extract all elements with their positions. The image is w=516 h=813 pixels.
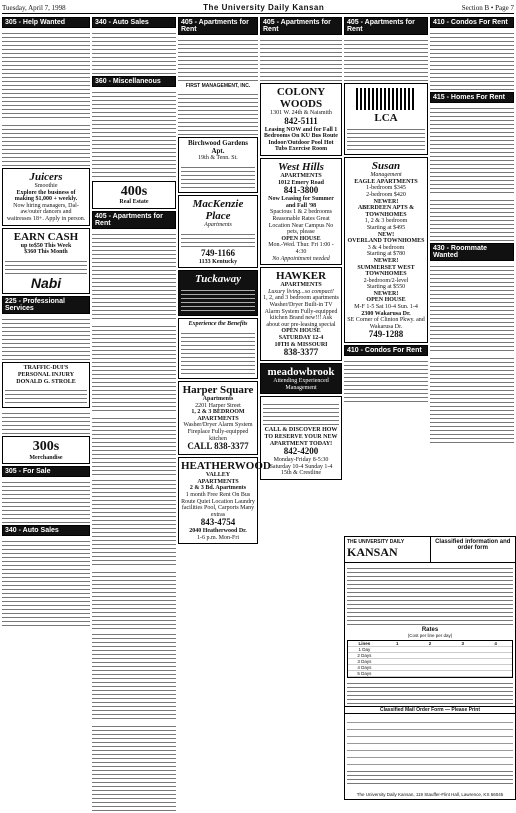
section-header-condos: 410 - Condos For Rent	[430, 17, 514, 28]
classified-text-block	[2, 479, 90, 523]
column-1	[2, 16, 90, 798]
westhills-phone: 841-3800	[283, 185, 319, 196]
summerset-title: SUMMERSET WEST TOWNHOMES	[357, 264, 415, 278]
classified-text-block	[430, 105, 514, 195]
heatherwood-apts: APARTMENTS	[197, 478, 239, 485]
classified-text-block	[2, 122, 90, 166]
col-1: 1	[395, 641, 399, 646]
section-header-homes: 415 - Homes For Rent	[430, 92, 514, 103]
classified-text-block	[92, 323, 176, 413]
attorney-details	[5, 387, 87, 403]
harper-rooms: 1, 2 & 3 BEDROOM	[191, 409, 245, 416]
section-header-auto-sales: 340 - Auto Sales	[2, 525, 90, 536]
section-header-miscellaneous: 360 - Miscellaneous	[92, 76, 176, 87]
classified-text-block	[92, 477, 176, 567]
masthead	[2, 2, 514, 14]
heatherwood-title: HEATHERWOOD	[181, 460, 271, 473]
lca-logo-text: LCA	[374, 112, 398, 124]
col-4: 4	[494, 641, 497, 646]
classified-text-block	[430, 263, 514, 353]
eagle-sub: Management	[370, 172, 402, 179]
lca-details	[347, 126, 425, 150]
classified-text-block	[92, 415, 176, 475]
earn-details	[5, 258, 87, 274]
section-header-roommate: 430 - Roommate Wanted	[430, 243, 514, 261]
harper-square-ad	[178, 381, 258, 455]
column-3	[178, 16, 271, 798]
info-title: Classified information and order form	[435, 539, 511, 551]
tuckaway-title: Tuckaway	[194, 273, 242, 286]
issue-date: Tuesday, April 7, 1998	[2, 3, 66, 12]
westhills-sub: APARTMENTS	[280, 173, 322, 180]
rates-row	[348, 671, 512, 677]
aberdeen-title: ABERDEEN APTS & TOWNHOMES	[357, 205, 415, 218]
birchwood-details	[181, 164, 255, 188]
colony-phone: 842-5111	[284, 115, 318, 126]
mackenzie-sub: Apartments	[204, 222, 232, 229]
heatherwood-rooms: 2 & 3 Bd. Apartments	[189, 485, 247, 492]
juicers-line: Explore the business of	[16, 189, 76, 196]
aberdeen-rooms: 1, 2 & 3 bedroom	[364, 218, 408, 225]
earn-title: EARN CASH	[13, 230, 79, 243]
row-label: 5 Days	[357, 671, 372, 676]
paper-title: THE UNIVERSITY DAILY	[347, 539, 405, 545]
classified-text-block	[430, 197, 514, 241]
paper-logo	[345, 537, 431, 562]
juicers-line: aw/outer dancers and	[20, 209, 72, 216]
injury-label: PERSONAL INJURY	[17, 371, 75, 378]
meadowbrook-address: 15th & Crestline	[281, 470, 321, 477]
overland-new: NEWER!	[373, 257, 399, 264]
classified-text-block	[92, 231, 176, 321]
harper-apts: APARTMENTS	[197, 415, 239, 422]
hawker-features: Washer/Dryer Built-in TV Alarm System Fully-equipped kitchen Brand new!!! Ask about our pre-leasing special	[264, 302, 338, 328]
heatherwood-hours: 1-6 p.m. Mon-Fri	[197, 534, 239, 541]
hawker-phone: 838-3377	[283, 347, 319, 358]
harper-sub: Apartments	[202, 396, 234, 403]
classified-info-box	[344, 536, 516, 800]
heatherwood-phone: 843-4754	[200, 517, 236, 528]
westhills-appt: No Appointment needed	[272, 255, 330, 262]
classified-text-block	[178, 37, 258, 81]
classified-text-block	[92, 723, 176, 813]
info-box-header	[345, 537, 515, 563]
harper-features: Washer/Dryer Alarm System Fireplace Fully-equipped kitchen	[183, 422, 253, 442]
hawker-day: SATURDAY 12-4	[278, 335, 324, 341]
overland-title: OVERLAND TOWNHOMES	[347, 238, 425, 245]
experience-details	[181, 330, 255, 374]
meadowbrook-hours: Monday-Friday 8-5:30 Saturday 10-4 Sunday 1-4	[269, 457, 333, 470]
summerset-new: NEWER!	[373, 290, 399, 297]
lca-ad	[344, 83, 428, 155]
overland-rooms: 3 & 4 bedroom	[367, 244, 405, 251]
juicers-line: Now hiring managers, Dal-	[13, 202, 79, 209]
nabi-logo: Nabi	[30, 274, 62, 291]
row-label: 3 Days	[357, 659, 372, 664]
section-header-apartments: 405 - Apartments for Rent	[260, 17, 342, 35]
publication-name: The University Daily Kansan	[203, 3, 325, 12]
merchandise-label: Merchandise	[29, 454, 63, 461]
heatherwood-sub: VALLEY	[205, 472, 231, 479]
real-estate-banner	[92, 181, 176, 209]
tuckaway-ad	[178, 270, 258, 316]
col-2: 2	[428, 641, 432, 646]
birchwood-ad	[178, 137, 258, 193]
eagle-heading: EAGLE APARTMENTS	[354, 178, 418, 185]
west-hills-ad	[260, 158, 342, 265]
hawker-address: 10TH & MISSOURI	[274, 341, 328, 348]
open-house-label: OPEN HOUSE	[366, 297, 406, 304]
eagle-title: Susan	[371, 160, 401, 173]
classified-text-block	[344, 358, 428, 402]
section-header-apartments: 405 - Apartments for Rent	[178, 17, 258, 35]
harper-address: 2201 Harper Street	[195, 402, 241, 409]
westhills-open: OPEN HOUSE	[281, 235, 321, 242]
birchwood-title: Birchwood Gardens Apt.	[188, 139, 248, 155]
earn-cash-ad	[2, 228, 90, 295]
heatherwood-ad	[178, 457, 271, 544]
traffic-label: TRAFFIC-DUI'S	[23, 365, 69, 372]
meadowbrook-ad	[260, 363, 342, 394]
classified-text-block	[92, 30, 176, 74]
payment-info	[347, 768, 513, 784]
classification-list	[347, 680, 513, 704]
heatherwood-features: 1 month Free Rent On Bus Route Quiet Location Laundry facilities Pool, Carports Many extras	[181, 491, 255, 518]
classified-text-block	[2, 538, 90, 628]
heatherwood-address: 2040 Heatherwood Dr.	[189, 528, 247, 535]
colony-title: COLONY	[276, 86, 326, 98]
real-estate-label: Real Estate	[119, 199, 149, 206]
eagle-management-ad	[344, 157, 428, 343]
meadowbrook-call: CALL & DISCOVER HOW TO RESERVE YOUR NEW APARTMENT TODAY!	[264, 427, 338, 447]
eagle-new: NEWER!	[373, 198, 399, 205]
birchwood-address: 19th & Tenn. St.	[198, 155, 238, 162]
classified-text-block	[344, 37, 428, 81]
hawker-sub: APARTMENTS	[280, 282, 322, 289]
classified-text-block	[2, 316, 90, 360]
hawker-ad	[260, 267, 342, 361]
rates-table	[347, 640, 513, 678]
management-phone: 749-1288	[368, 329, 404, 340]
section-header-auto-sales: 340 - Auto Sales	[92, 17, 176, 28]
lawyer-name: DONALD G. STROLE	[16, 378, 76, 385]
colony-woods-ad	[260, 83, 342, 156]
hawker-tagline: Luxury living...so compact!	[268, 288, 334, 295]
juicers-line: waitresses 18+. Apply in person.	[6, 216, 86, 223]
section-header-help-wanted: 305 - Help Wanted	[2, 17, 90, 28]
meadowbrook-sub: Attending Experienced Management	[273, 378, 329, 391]
section-header-apartments: 405 - Apartments for Rent	[92, 211, 176, 229]
westhills-hours: Mon.-Wed. Thur. Fri 1:00 - 4:30	[268, 242, 334, 255]
westhills-title: West Hills	[278, 161, 324, 174]
section-header-professional-services: 225 - Professional Services	[2, 296, 90, 314]
harper-title: Harper Square	[182, 383, 254, 396]
classified-text-block	[260, 37, 342, 81]
earn-month: $360 This Month	[24, 249, 68, 256]
experience-ad	[178, 318, 258, 379]
classified-text-block	[92, 89, 176, 179]
section-page: Section B • Page 7	[461, 3, 514, 12]
westhills-leasing: Now Leasing for Summer and Fall '98	[268, 196, 334, 209]
col-3: 3	[461, 641, 465, 646]
hawker-title: HAWKER	[275, 270, 327, 283]
aberdeen-new: NEW!	[377, 231, 395, 238]
juicers-tag: Smoothie	[34, 183, 58, 190]
first-management: FIRST MANAGEMENT, INC.	[185, 83, 251, 89]
westhills-address: 1012 Emery Road	[278, 179, 324, 186]
hawker-rooms: 1, 2, and 3 bedroom apartments	[263, 295, 339, 302]
col-lines: Lines	[358, 641, 371, 646]
address-line: 2300 Wakarusa Dr.	[361, 310, 411, 317]
mackenzie-phone: 749-1166	[200, 247, 235, 258]
experience-title: Experience the Benefits	[188, 321, 248, 328]
info-footer: The University Daily Kansan, 119 Stauffer-Flint Hall, Lawrence, KS 66045	[356, 792, 504, 797]
hawker-open: OPEN HOUSE	[281, 328, 321, 335]
classified-text-block	[430, 30, 514, 90]
juicers-logo-text: Juicers	[29, 171, 63, 183]
column-6	[430, 16, 514, 534]
eagle-rooms-1: 1-bedroom $345	[366, 185, 406, 192]
overland-price: Starting at $780	[366, 251, 406, 258]
section-header-apartments: 405 - Apartments for Rent	[344, 17, 428, 35]
meadowbrook-details-ad	[260, 396, 342, 479]
address-line-2: SE Corner of Clinton Pkwy. and Wakarusa Dr.	[347, 317, 425, 330]
mackenzie-address: 1133 Kentucky	[198, 258, 238, 265]
merchandise-banner	[2, 436, 90, 464]
open-house-hours: M-F 1-5 Sat 10-4 Sun. 1-4	[354, 304, 418, 311]
info-text	[347, 565, 513, 625]
classified-text-block	[2, 30, 90, 120]
column-4	[260, 16, 342, 798]
section-header-condos: 410 - Condos For Rent	[344, 345, 428, 356]
colony-woods: WOODS	[279, 98, 323, 111]
classified-text-block	[92, 631, 176, 721]
row-label: 4 Days	[357, 665, 372, 670]
mackenzie-title: MacKenzie Place	[192, 197, 244, 223]
classified-text-block	[2, 410, 90, 434]
attorney-ad	[2, 362, 90, 408]
colony-features: Leasing NOW and for Fall 1 Bedrooms On KU Bus Route Indoor/Outdoor Pool Hot Tubs Exercise Room	[264, 126, 338, 153]
order-form-heading: Classified Mail Order Form — Please Print	[345, 706, 515, 714]
rates-heading: Rates	[421, 627, 439, 633]
rates-sub: (Cost per line per day)	[407, 633, 453, 638]
aberdeen-price: Starting at $495	[366, 224, 406, 231]
juicers-line: making $1,000 + weekly.	[14, 196, 78, 203]
tuckaway-details	[181, 287, 255, 311]
meadowbrook-features	[263, 401, 339, 425]
classified-text-block	[430, 355, 514, 445]
merchandise-number: 300s	[32, 439, 60, 455]
row-label: 2 Days	[357, 653, 372, 658]
summerset-rooms: 2-bedroom/2-level	[363, 277, 409, 284]
meadowbrook-phone: 842-4200	[283, 446, 319, 457]
lca-logo-graphic	[356, 88, 416, 110]
classified-text-block	[92, 569, 176, 629]
section-header-for-sale: 305 - For Sale	[2, 466, 90, 477]
colony-address: 1301 W. 24th & Naismith	[270, 110, 332, 117]
westhills-features: Spacious 1 & 2 bedrooms Reasonable Rates Great Location Near Campus No pets, please	[268, 209, 334, 236]
eagle-rooms-2: 2-bedroom $420	[366, 191, 406, 198]
real-estate-number: 400s	[120, 184, 148, 199]
paper-name: KANSAN	[347, 545, 398, 559]
classified-text-block	[178, 91, 258, 135]
meadowbrook-title: meadowbrook	[267, 366, 335, 379]
earn-amount: up to$50 This Week	[20, 242, 72, 249]
harper-phone: CALL 838-3377	[187, 441, 249, 452]
column-2	[92, 16, 176, 798]
order-form-lines	[347, 716, 513, 766]
row-label: 1 Day	[358, 647, 371, 652]
juicers-ad	[2, 168, 90, 226]
column-5	[344, 16, 428, 534]
mackenzie-details	[181, 231, 255, 247]
summerset-price: Starting at $550	[366, 284, 406, 291]
mackenzie-ad	[178, 195, 258, 268]
